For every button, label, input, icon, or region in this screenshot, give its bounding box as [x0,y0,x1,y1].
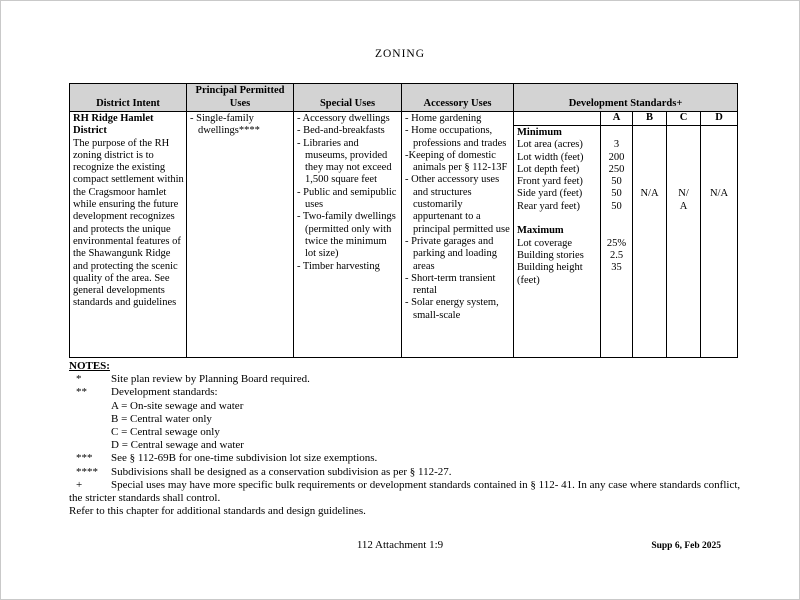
note-item [69,452,741,465]
dev-standards-column-d [700,126,737,357]
note-symbol [69,413,111,426]
dev-standards-value-b [633,152,666,164]
dev-standards-label: Lot area (acres) [517,139,583,151]
dev-standards-label [517,213,600,225]
dev-standards-value-b: N/A [640,188,659,200]
dev-standards-value-d [701,262,737,274]
development-standards-cell [514,112,737,357]
dev-standards-value-c [667,262,700,274]
principal-uses-list [190,113,291,138]
dev-standards-value-c: A [679,200,688,212]
principal-permitted-uses-cell [187,112,294,357]
dev-standards-value-c [667,250,700,262]
dev-standards-value-b [633,127,666,139]
footer-supp-label: Supp 6, Feb 2025 [651,541,721,551]
note-symbol: + [76,478,83,491]
note-symbol: *** [76,452,93,465]
footer-attachment-label: 112 Attachment 1:9 [356,539,444,551]
accessory-uses-cell [402,112,514,357]
note-item [69,373,741,386]
dev-standards-value-d: N/A [709,188,729,200]
dev-standards-label: Lot width (feet) [517,151,584,163]
special-uses-list [297,113,399,273]
dev-standards-value-c [667,164,700,176]
dev-standards-value-a: 2.5 [609,249,624,261]
note-symbol [69,426,111,439]
dev-standards-label: Maximum [517,225,564,237]
dev-standards-value-a: 25% [606,237,627,249]
dev-standards-label: Front yard feet) [517,176,583,188]
dev-standards-value-b [633,139,666,151]
note-text: Special uses may have more specific bulk requirements or development standards contained in § 112- 41. In any case where standards conflict, the stricter standards shall control. [69,478,741,505]
note-symbol: * [76,373,82,386]
district-intent-cell [70,112,187,357]
dev-standards-label: Side yard (feet) [517,188,583,200]
special-use-item: - Libraries and museums, provided they may not exceed 1,500 square feet [297,137,392,186]
dev-standards-value-b [633,250,666,262]
special-use-item: - Accessory dwellings [297,113,390,124]
page-title: ZONING [374,48,426,60]
dev-standards-value-c [667,225,700,237]
note-text: Development standards: [111,386,218,399]
note-item [69,413,741,426]
dev-standards-body [514,126,737,357]
dev-standards-value-b [633,262,666,274]
dev-standards-value-c [667,238,700,250]
dev-standards-value-d [701,127,737,139]
dev-standards-column-c [666,126,700,357]
table-body-row [70,112,737,357]
dev-standards-value-b [633,201,666,213]
dev-standards-column-a [600,126,632,357]
dev-standards-value-a: 35 [611,262,622,274]
special-use-item: - Timber harvesting [297,260,380,272]
dev-standards-value-c [667,152,700,164]
dev-standards-value-a: 200 [608,151,625,163]
dev-standards-value-a: 50 [611,188,622,200]
note-item [69,386,741,399]
accessory-use-item: - Private garages and parking and loading areas [405,235,497,272]
dev-standards-label-column [514,126,600,357]
special-use-item: - Two-family dwellings (permitted only with twice the minimum lot size) [297,211,396,260]
header-cell-accessory-uses: Accessory Uses [402,84,514,111]
note-symbol: **** [76,465,98,478]
dev-standards-column-header-d: D [700,112,737,125]
accessory-uses-list [405,113,511,322]
dev-standards-value-d [701,139,737,151]
header-cell-development-standards: Development Standards+ [568,97,683,109]
note-item [69,466,741,479]
dev-standards-value-a [601,225,632,237]
dev-standards-value-c [667,176,700,188]
dev-standards-value-d [701,250,737,262]
special-uses-cell [294,112,402,357]
dev-standards-value-a: 50 [611,200,622,212]
dev-standards-subheader [514,112,737,126]
accessory-use-item: - Short-term transient rental [405,272,496,297]
dev-standards-value-d [701,225,737,237]
note-text: B = Central water only [111,412,212,425]
note-text: Site plan review by Planning Board required. [111,373,310,386]
dev-standards-value-b [633,164,666,176]
dev-standards-value-d [701,213,737,225]
dev-standards-column-header-c: C [666,112,700,125]
dev-standards-label: Building height (feet) [517,262,583,286]
zoning-table [69,83,738,358]
dev-standards-value-b [633,238,666,250]
dev-standards-label: Rear yard feet) [517,200,580,212]
notes-section [69,360,741,518]
note-symbol [69,439,111,452]
note-text: A = On-site sewage and water [111,399,244,412]
dev-standards-value-a: 50 [611,176,622,188]
dev-standards-value-b [633,213,666,225]
dev-standards-value-b [633,176,666,188]
note-symbol [69,400,111,413]
principal-use-item: - Single-family dwellings**** [190,113,260,137]
note-text: See § 112-69B for one-time subdivision lot size exemptions. [111,452,378,465]
dev-standards-label: Minimum [517,127,562,138]
note-item [69,426,741,439]
district-name: RH Ridge Hamlet District [73,113,154,137]
notes-heading: NOTES: [69,360,110,372]
note-text: D = Central sewage and water [111,439,244,452]
special-use-item: - Public and semipublic uses [297,186,397,211]
refer-note: Refer to this chapter for additional standards and design guidelines. [69,505,366,518]
special-use-item: - Bed-and-breakfasts [297,125,385,137]
note-item [69,400,741,413]
dev-standards-value-a [601,213,632,225]
dev-standards-column-b [632,126,666,357]
dev-standards-subheader-spacer [514,112,600,125]
accessory-use-item: - Other accessory uses and structures customarily appurtenant to a principal permitted use [405,174,510,235]
development-standards-grid [514,112,737,357]
dev-standards-value-d [701,152,737,164]
table-header-row [70,84,737,112]
note-symbol: ** [76,386,87,399]
dev-standards-value-d [701,176,737,188]
dev-standards-value-b [633,225,666,237]
note-text: Subdivisions shall be designed as a conservation subdivision as per § 112-27. [111,465,452,478]
header-cell-special-uses: Special Uses [294,84,402,111]
dev-standards-label: Lot depth feet) [517,163,580,175]
accessory-use-item: - Home occupations, professions and trades [405,125,507,149]
dev-standards-column-header-a: A [600,112,632,125]
district-description: The purpose of the RH zoning district is to recognize the existing compact settlement within the Cragsmoor hamlet while ensuring the future development recognizes and protects the unique environmental features of the Shawangunk Ridge and protecting the scenic quality of the area. See general developments standards and guidelines [73,137,184,309]
dev-standards-value-c [667,139,700,151]
dev-standards-value-a: 3 [613,139,620,151]
note-item [69,439,741,452]
dev-standards-value-d [701,238,737,250]
header-cell-district-intent: District Intent [70,84,187,111]
accessory-use-item: - Home gardening [405,113,482,124]
dev-standards-value-a: 250 [608,163,625,175]
dev-standards-value-c [667,127,700,139]
dev-standards-value-d [701,164,737,176]
dev-standards-value-c [667,213,700,225]
header-cell-principal-permitted-uses: Principal Permitted Uses [187,84,294,111]
dev-standards-label: Lot coverage [517,237,573,249]
dev-standards-value-c: N/ [678,188,689,200]
dev-standards-value-d [701,201,737,213]
dev-standards-label: Building stories [517,249,584,261]
dev-standards-column-header-b: B [632,112,666,125]
plus-note [69,479,741,505]
dev-standards-value-a [601,127,632,139]
accessory-use-item: - Solar energy system, small-scale [405,297,499,321]
accessory-use-item: -Keeping of domestic animals per § 112-13F [405,149,508,174]
note-text: C = Central sewage only [111,426,220,439]
